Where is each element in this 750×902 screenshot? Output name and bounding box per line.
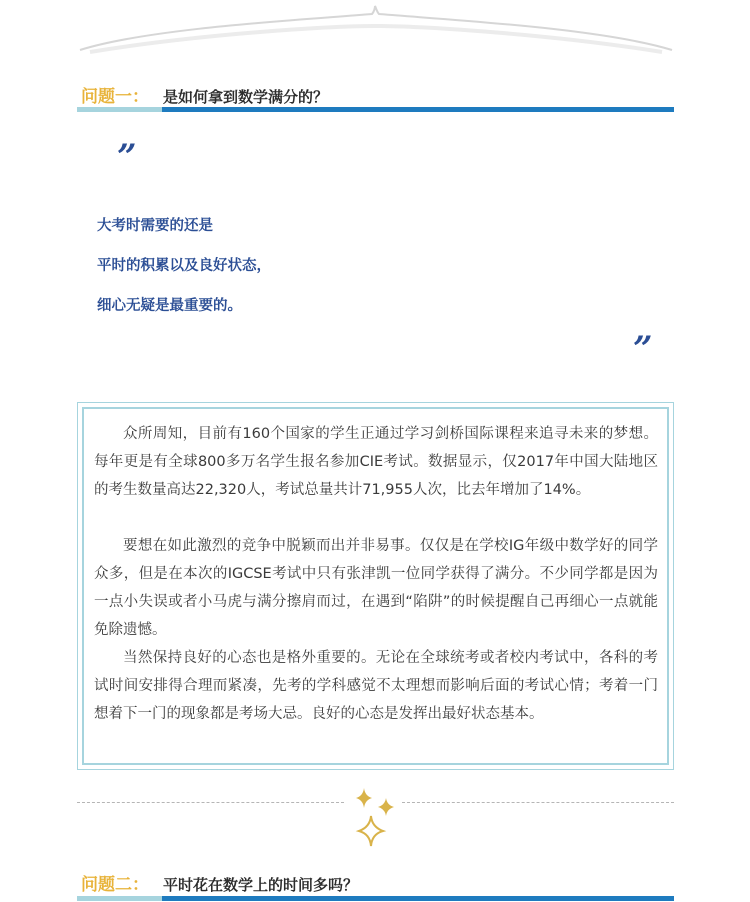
sparkle-stars-icon xyxy=(350,786,400,848)
article-paragraph-2: 要想在如此激烈的竞争中脱颖而出并非易事。仅仅是在学校IG年级中数学好的同学众多，但是在本次的IGCSE考试中只有张津凯一位同学获得了满分。不少同学都是因为一点小失误或者小马虎与满分擦肩而过，在遇到“陷阱”的时候提醒自己再细心一点就能免除遗憾。 xyxy=(94,538,658,638)
question-2-title: 平时花在数学上的时间多吗？ xyxy=(163,876,359,894)
top-wave-divider xyxy=(0,0,750,70)
article-paragraph-1: 众所周知，目前有160个国家的学生正通过学习剑桥国际课程来追寻未来的梦想。每年更是有全球800多万名学生报名参加CIE考试。数据显示，仅2017年中国大陆地区的考生数量高达22,320人，考试总量共计71,955人次，比去年增加了14%。 xyxy=(94,426,658,498)
quote-line-3: 细心无疑是最重要的。 xyxy=(97,298,242,314)
close-quote-mark: ” xyxy=(633,329,653,369)
quote-line-1: 大考时需要的还是 xyxy=(97,218,213,234)
divider-dots-left xyxy=(77,802,344,803)
question-2-label: 问题二： xyxy=(81,875,149,895)
article-paragraph-3: 当然保持良好的心态也是格外重要的。无论在全球统考或者校内考试中，各科的考试时间安排得合理而紧凑，先考的学科感觉不太理想而影响后面的考试心情；考着一门想着下一门的现象都是考场大忌。良好的心态是发挥出最好状态基本。 xyxy=(94,650,658,722)
quote-line-2: 平时的积累以及良好状态， xyxy=(97,258,271,274)
open-quote-mark: ” xyxy=(117,137,137,177)
question-1-title: 是如何拿到数学满分的？ xyxy=(163,88,329,106)
question-2-underline xyxy=(77,896,674,901)
question-1-underline xyxy=(77,107,674,112)
divider-dots-right xyxy=(402,802,674,803)
question-1-label: 问题一： xyxy=(81,87,149,107)
